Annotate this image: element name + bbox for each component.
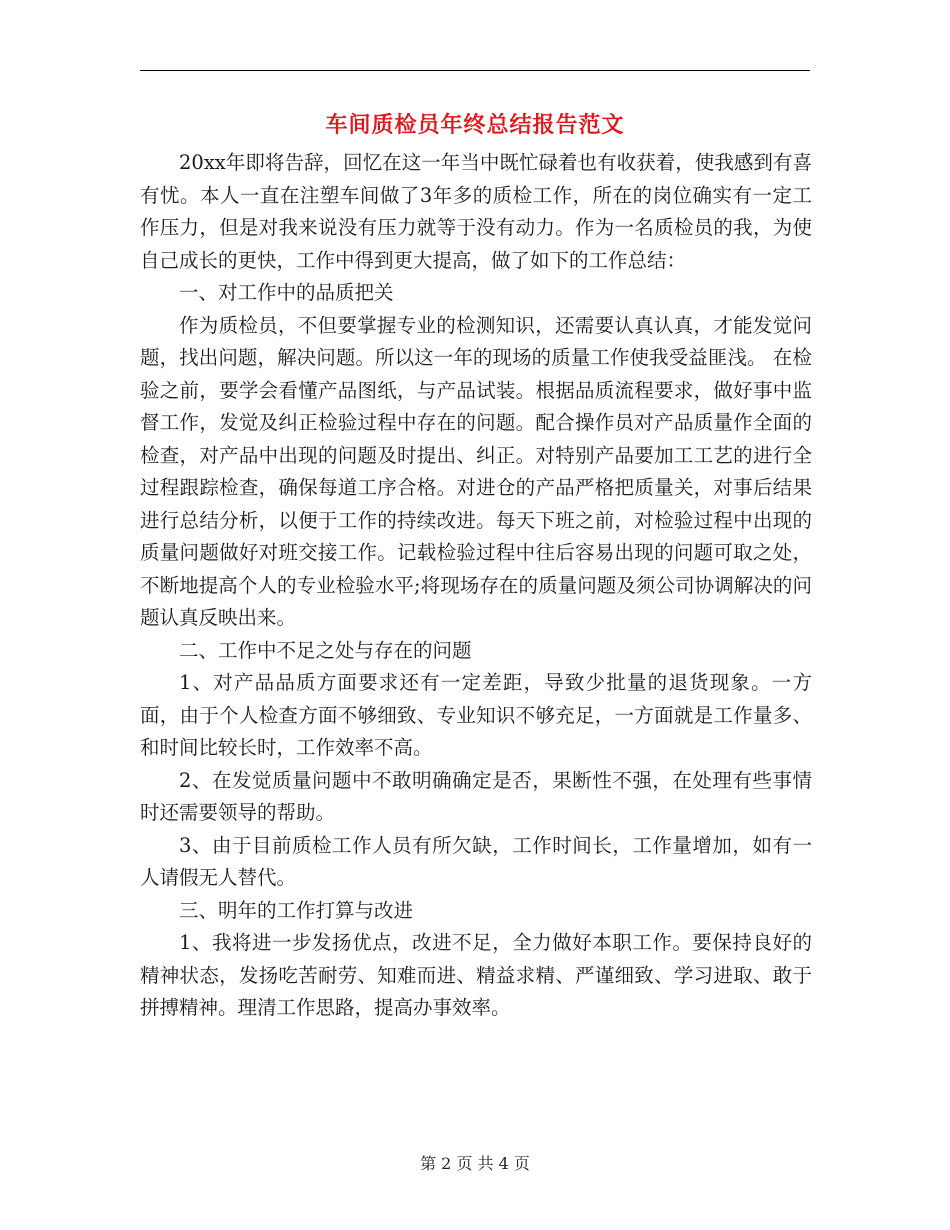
section-heading-quality-control: 一、对工作中的品质把关 bbox=[179, 281, 394, 304]
shortcoming-item-3: 3、由于目前质检工作人员有所欠缺，工作时间长，工作量增加，如有一人请假无人替代。 bbox=[140, 833, 812, 889]
header-rule bbox=[140, 70, 810, 71]
page-number: 第 2 页 共 4 页 bbox=[420, 1154, 530, 1173]
quality-control-paragraph: 作为质检员，不但要掌握专业的检测知识，还需要认真认真，才能发觉问题，找出问题，解决问题。所以这一年的现场的质量工作使我受益匪浅。 在检验之前，要学会看懂产品图纸，与产品试装。根据品质流程要求，做好事中监督工作，发觉及纠正检验过程中存在的问题。配合操作员对产品质量作全面的检查，对产品中出现的问题及时提出、纠正。对特别产品要加工工艺的进行全过程跟踪检查，确保每道工序合格。对进仓的产品严格把质量关，对事后结果进行总结分析，以便于工作的持续改进。每天下班之前，对检验过程中出现的质量问题做好对班交接工作。记载检验过程中往后容易出现的问题可取之处，不断地提高个人的专业检验水平;将现场存在的质量问题及须公司协调解决的问题认真反映出来。 bbox=[140, 313, 812, 629]
plan-item-1: 1、我将进一步发扬优点，改进不足，全力做好本职工作。要保持良好的精神状态，发扬吃苦耐劳、知难而进、精益求精、严谨细致、学习进取、敢于拼搏精神。理清工作思路，提高办事效率。 bbox=[140, 931, 812, 1019]
document-title: 车间质检员年终总结报告范文 bbox=[325, 112, 625, 138]
intro-paragraph: 20xx年即将告辞，回忆在这一年当中既忙碌着也有收获着，使我感到有喜有忧。本人一直在注塑车间做了3年多的质检工作，所在的岗位确实有一定工作压力，但是对我来说没有压力就等于没有动力。作为一名质检员的我，为使自己成长的更快，工作中得到更大提高，做了如下的工作总结： bbox=[140, 151, 812, 272]
shortcoming-item-2: 2、在发觉质量问题中不敢明确确定是否，果断性不强，在处理有些事情时还需要领导的帮助。 bbox=[140, 768, 812, 824]
section-heading-next-year-plan: 三、明年的工作打算与改进 bbox=[179, 898, 414, 922]
shortcoming-item-1: 1、对产品品质方面要求还有一定差距，导致少批量的退货现象。一方面，由于个人检查方面不够细致、专业知识不够充足，一方面就是工作量多、和时间比较长时，工作效率不高。 bbox=[140, 671, 812, 759]
document-body bbox=[140, 147, 812, 1025]
section-heading-shortcomings: 二、工作中不足之处与存在的问题 bbox=[179, 638, 472, 662]
